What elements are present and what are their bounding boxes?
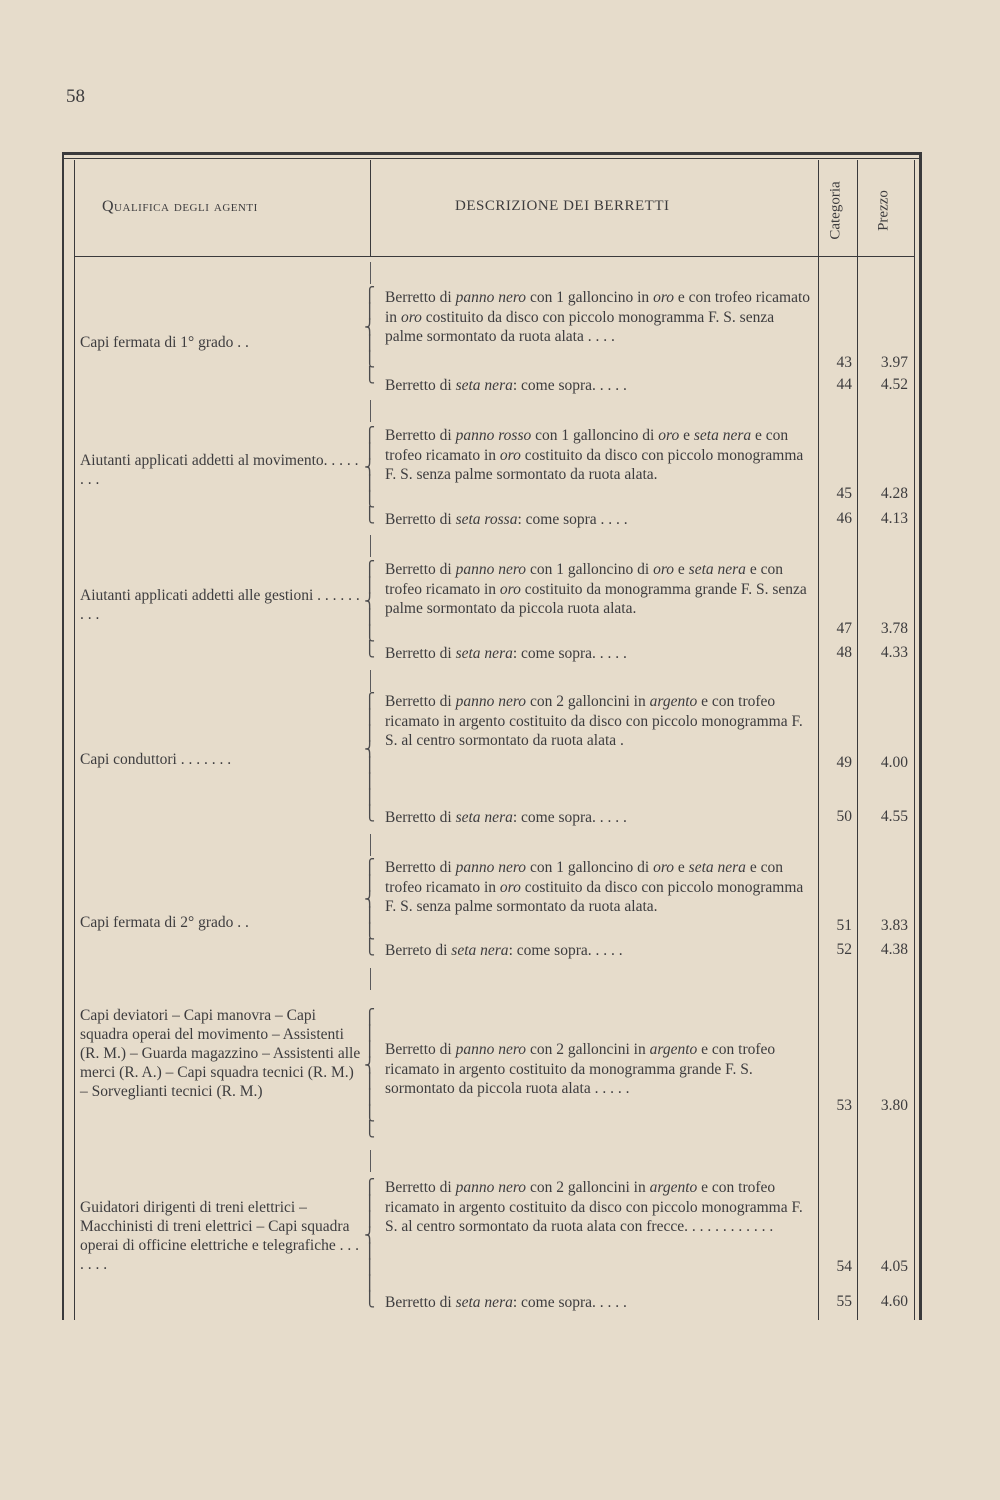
prezzo-value: 3.97 <box>880 354 908 371</box>
col-divider-price <box>857 160 858 1320</box>
categoria-value: 50 <box>836 808 852 825</box>
row-description: Berretto di seta nera: come sopra. . . . . <box>385 645 627 662</box>
row-description: Berretto di seta nera: come sopra. . . . . <box>385 377 627 394</box>
row-description: Berretto di panno nero con 1 galloncino in oro e con trofeo ricamato in oro costituito da disco con piccolo monogramma F. S. senza palme sormontato da ruota alata . . . . <box>385 289 811 345</box>
page-number: 58 <box>66 86 85 107</box>
right-border-outer <box>919 152 922 1320</box>
prezzo-value: 4.60 <box>880 1293 908 1310</box>
categoria-value: 51 <box>836 917 852 934</box>
prezzo-value: 3.83 <box>880 917 908 934</box>
header-prezzo: Prezzo <box>875 190 892 231</box>
row-description: Berretto di seta nera: come sopra. . . . . <box>385 809 627 826</box>
row-description: Berretto di panno nero con 2 galloncini in argento e con trofeo ricamato in argento costituito da disco con piccolo monogramma F. S. al centro sormontato da ruota alata con frecce. . . . . . . . . . . . <box>385 1179 803 1235</box>
row-tick <box>370 670 371 692</box>
row-tick <box>370 968 371 990</box>
prezzo-value: 4.55 <box>880 808 908 825</box>
row-qualifica: Capi fermata di 1° grado . . <box>80 334 249 351</box>
prezzo-value: 4.52 <box>880 376 908 393</box>
row-tick <box>370 400 371 422</box>
row-tick <box>370 834 371 856</box>
row-description: Berretto di panno nero con 1 galloncino di oro e seta nera e con trofeo ricamato in oro costituito da disco con piccolo monogramma F. S. senza palme sormontato da ruota alata. <box>385 859 804 915</box>
categoria-value: 49 <box>836 754 852 771</box>
prezzo-value: 3.80 <box>880 1097 908 1114</box>
row-tick <box>370 535 371 557</box>
categoria-value: 45 <box>836 485 852 502</box>
top-rule-thin <box>62 158 920 159</box>
row-qualifica: Aiutanti applicati addetti alle gestioni . . . . . . . . . <box>80 587 360 623</box>
header-rule <box>74 256 914 257</box>
row-description: Berretto di panno nero con 1 galloncino di oro e seta nera e con trofeo ricamato in oro costituito da monogramma grande F. S. senza palme sormontato da piccola ruota alata. <box>385 561 807 617</box>
row-description: Berretto di seta rossa: come sopra . . . . <box>385 511 628 528</box>
categoria-value: 47 <box>836 620 852 637</box>
prezzo-value: 4.05 <box>880 1258 908 1275</box>
brace-glyph: ⎧ ⎪ ⎨ ⎪ ⎩ ⎩ <box>364 562 376 658</box>
row-description: Berretto di seta nera: come sopra. . . . . <box>385 1294 627 1311</box>
categoria-value: 46 <box>836 510 852 527</box>
header-qualifica: Qualifica degli agenti <box>102 198 258 215</box>
brace-glyph: ⎧ ⎪ ⎨ ⎪ ⎩ ⎩ <box>364 860 376 956</box>
categoria-value: 55 <box>836 1293 852 1310</box>
prezzo-value: 4.28 <box>880 485 908 502</box>
right-border <box>914 160 915 1320</box>
brace-glyph: ⎧ ⎪ ⎪ ⎨ ⎪ ⎪ ⎩ ⎩ <box>364 1010 376 1138</box>
row-tick <box>370 1150 371 1172</box>
col-divider-desc <box>370 160 371 256</box>
prezzo-value: 4.38 <box>880 941 908 958</box>
left-border <box>62 152 64 1320</box>
row-qualifica: Capi deviatori – Capi manovra – Capi squadra operai del movimento – Assistenti (R. M.) – Guarda magazzino – Assistenti alle merci (R. A.) – Capi squadra tecnici (R. M.) – Sorveglianti tecnici (R. M.) <box>80 1007 361 1100</box>
row-description: Berretto di panno nero con 2 galloncini in argento e con trofeo ricamato in argento costituito da disco con piccolo monogramma F. S. al centro sormontato da ruota alata . <box>385 693 803 749</box>
header-descrizione: DESCRIZIONE DEI BERRETTI <box>455 198 670 214</box>
categoria-value: 43 <box>836 354 852 371</box>
brace-glyph: ⎧ ⎪ ⎪ ⎨ ⎪ ⎪ ⎪ ⎩ <box>364 1180 376 1308</box>
header-categoria: Categoria <box>827 181 844 240</box>
col-divider-cat <box>818 160 819 1320</box>
left-border-inner <box>74 160 75 1320</box>
row-qualifica: Guidatori dirigenti di treni elettrici – Macchinisti di treni elettrici – Capi squadra operai di officine elettriche e telegrafiche . . . . . . . <box>80 1199 359 1273</box>
row-qualifica: Aiutanti applicati addetti al movimento. . . . . . . . <box>80 452 359 488</box>
top-rule <box>62 152 920 155</box>
categoria-value: 44 <box>836 376 852 393</box>
prezzo-value: 4.33 <box>880 644 908 661</box>
row-description: Berretto di panno nero con 2 galloncini in argento e con trofeo ricamato in argento costituito da monogramma grande F. S. sormontato da piccola ruota alata . . . . . <box>385 1041 776 1097</box>
categoria-value: 54 <box>836 1258 852 1275</box>
row-description: Berretto di panno rosso con 1 galloncino di oro e seta nera e con trofeo ricamato in oro costituito da disco con piccolo monogramma F. S. senza palme sormontato da ruota alata. <box>385 427 804 483</box>
prezzo-value: 3.78 <box>880 620 908 637</box>
brace-glyph: ⎧ ⎪ ⎨ ⎪ ⎩ ⎩ <box>364 428 376 524</box>
row-qualifica: Capi fermata di 2° grado . . <box>80 914 249 931</box>
row-tick <box>370 262 371 284</box>
categoria-value: 53 <box>836 1097 852 1114</box>
categoria-value: 52 <box>836 941 852 958</box>
row-description: Berreto di seta nera: come sopra. . . . . <box>385 942 623 959</box>
categoria-value: 48 <box>836 644 852 661</box>
row-qualifica: Capi conduttori . . . . . . . <box>80 751 232 768</box>
prezzo-value: 4.00 <box>880 754 908 771</box>
brace-glyph: ⎧ ⎪ ⎪ ⎨ ⎪ ⎪ ⎪ ⎩ <box>364 694 376 822</box>
prezzo-value: 4.13 <box>880 510 908 527</box>
brace-glyph: ⎧ ⎪ ⎨ ⎪ ⎩ ⎩ <box>364 288 376 384</box>
